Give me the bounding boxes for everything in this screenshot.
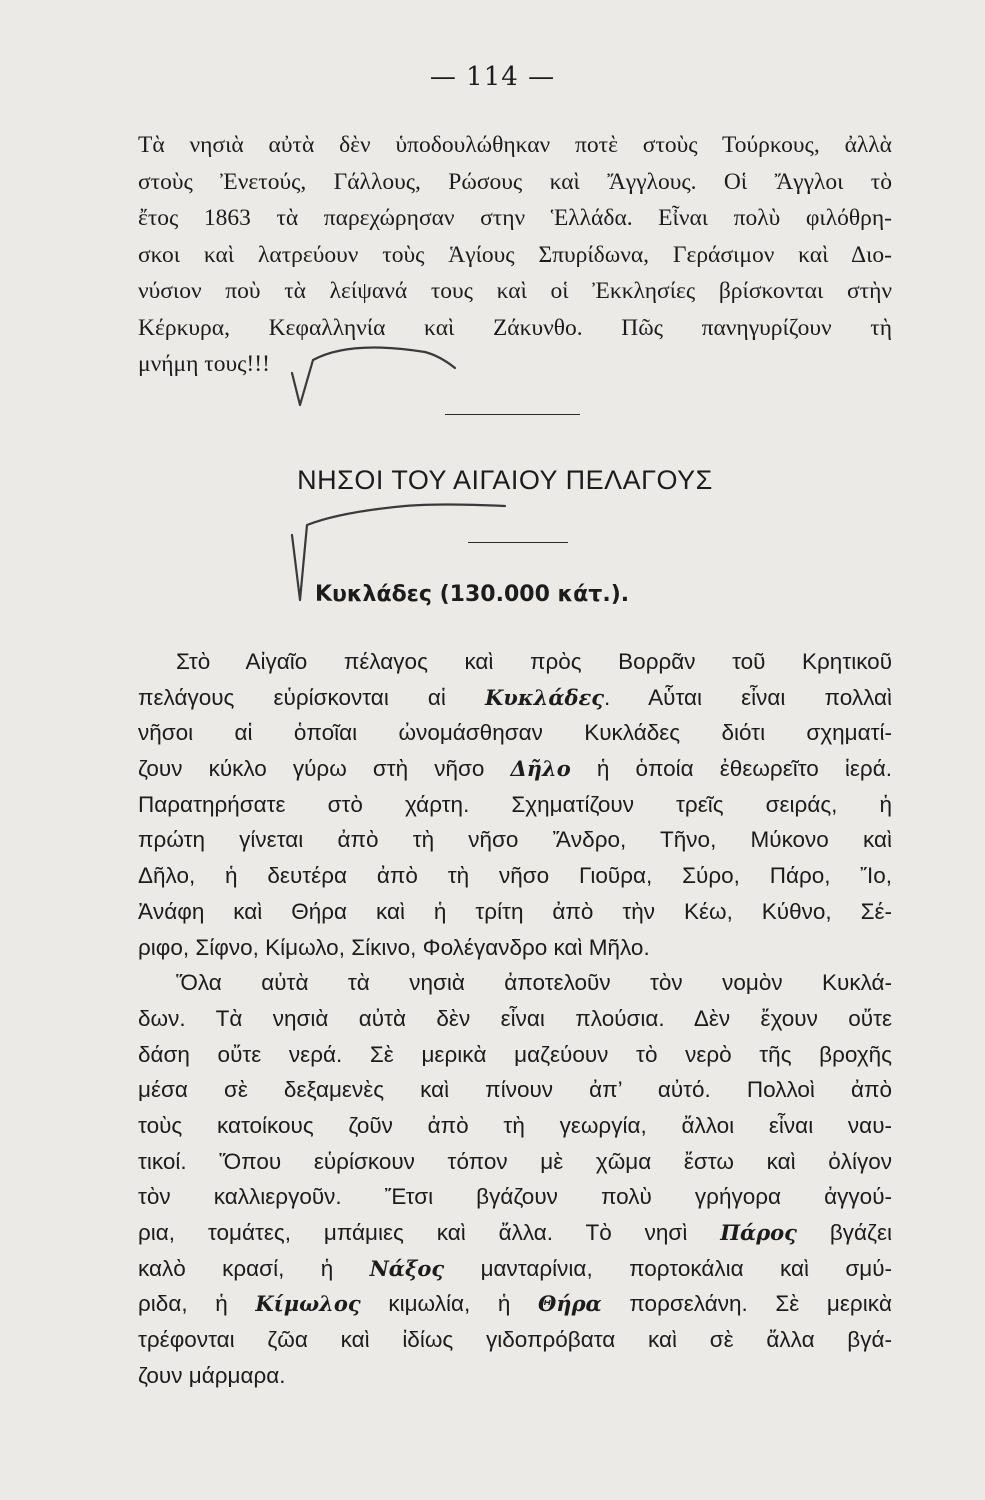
emphasis-naxos: Νάξος [369,1255,445,1281]
text-line: Στὸ Αἰγαῖο πέλαγος καὶ πρὸς Βορρᾶν τοῦ Κρητικοῦ [176,649,892,674]
text-line [138,751,892,787]
text-line: Δῆλο, ἡ δευτέρα ἀπὸ τὴ νῆσο Γιοῦρα, Σύρο, Πάρο, Ἴο, [138,863,892,889]
emphasis-cyclades: Κυκλάδες [485,684,605,710]
text-run: μανταρίνια, πορτοκάλια καὶ σμύ- [444,1255,892,1281]
text-run: ζουν κύκλο γύρω στὴ νῆσο [138,756,511,782]
section-title: ΝΗΣΟΙ ΤΟΥ ΑΙΓΑΙΟΥ ΠΕΛΑΓΟΥΣ [297,465,713,495]
text-run: πορσελάνη. Σὲ μερικὰ [601,1291,892,1317]
text-run: ρια, τομάτες, μπάμιες καὶ ἄλλα. Τὸ νησὶ [138,1220,721,1245]
text-run: βγάζει [796,1220,892,1245]
text-line: ζουν μάρμαρα. [138,1362,286,1388]
subsection-title: Κυκλάδες (130.000 κάτ.). [315,582,630,607]
text-line: μέσα σὲ δεξαμενὲς καὶ πίνουν ἀπ’ αὐτό. Πολλοὶ ἀπὸ [138,1077,892,1103]
text-line: στοὺς Ἐνετούς, Γάλλους, Ρώσους καὶ Ἄγγλους. Οἱ Ἄγγλοι τὸ [138,168,892,195]
text-line: ριφο, Σίφνο, Κίμωλο, Σίκινο, Φολέγανδρο καὶ Μῆλο. [138,934,650,960]
text-line [138,1251,892,1287]
emphasis-thira: Θήρα [538,1291,602,1317]
text-line: Τὰ νησιὰ αὐτὰ δὲν ὑποδουλώθηκαν ποτὲ στοὺς Τούρκους, ἀλλὰ [138,132,892,158]
text-line: δάση οὔτε νερά. Σὲ μερικὰ μαζεύουν τὸ νερὸ τῆς βροχῆς [138,1041,892,1067]
separator-rule [468,542,568,543]
page-number: — 114 — [429,62,556,92]
text-run: κιμωλία, ἡ [360,1291,539,1317]
text-line [138,680,892,716]
text-run: πελάγους εὑρίσκονται αἱ [138,684,486,710]
text-line: Κέρκυρα, Κεφαλληνία καὶ Ζάκυνθο. Πῶς πανηγυρίζουν τὴ [138,314,892,341]
text-line: ἔτος 1863 τὰ παρεχώρησαν στην Ἑλλάδα. Εἶναι πολὺ φιλόθρη- [138,205,892,231]
text-run: καλὸ κρασί, ἡ [138,1255,370,1281]
separator-rule [445,414,580,415]
text-line [138,1286,892,1322]
text-line: Ἀνάφη καὶ Θήρα καὶ ἡ τρίτη ἀπὸ τὴν Κέω, Κύθνο, Σέ- [138,898,892,924]
text-line: Παρατηρήσατε στὸ χάρτη. Σχηματίζουν τρεῖς σειράς, ἡ [138,791,892,817]
text-line: σκοι καὶ λατρεύουν τοὺς Ἁγίους Σπυρίδωνα, Γεράσιμον καὶ Διο- [138,241,892,268]
text-line [138,1215,892,1251]
text-line: πρώτη γίνεται ἀπὸ τὴ νῆσο Ἄνδρο, Τῆνο, Μύκονο καὶ [138,827,892,853]
text-line: τοὺς κατοίκους ζοῦν ἀπὸ τὴ γεωργία, ἄλλοι εἶναι ναυ- [138,1112,892,1138]
text-line: τρέφονται ζῶα καὶ ἰδίως γιδοπρόβατα καὶ σὲ ἄλλα βγά- [138,1327,892,1353]
text-line: Ὅλα αὐτὰ τὰ νησιὰ ἀποτελοῦν τὸν νομὸν Κυκλά- [176,970,892,996]
emphasis-delos: Δῆλο [510,756,571,782]
emphasis-kimolos: Κίμωλος [255,1291,361,1317]
intro-paragraph [138,127,892,383]
text-line: μνήμη τους!!! [138,351,270,377]
text-line: νῆσοι αἱ ὁποῖαι ὠνομάσθησαν Κυκλάδες διότι σχηματί- [138,720,892,746]
emphasis-paros: Πάρος [720,1220,797,1245]
text-line: τικοί. Ὅπου εὑρίσκουν τόπον μὲ χῶμα ἔστω καὶ ὀλίγον [138,1148,892,1174]
text-line: δων. Τὰ νησιὰ αὐτὰ δὲν εἶναι πλούσια. Δὲν ἔχουν οὔτε [138,1005,892,1031]
cyclades-paragraph [138,644,892,1393]
text-line: τὸν καλλιεργοῦν. Ἔτσι βγάζουν πολὺ γρήγορα ἀγγού- [138,1184,892,1210]
text-line: νύσιον ποὺ τὰ λείψανά τους καὶ οἱ Ἐκκλησίες βρίσκονται στὴν [138,278,892,304]
text-run: ριδα, ἡ [138,1291,256,1317]
text-run: . Αὗται εἶναι πολλαὶ [604,684,892,710]
text-run: ἡ ὁποία ἐθεωρεῖτο ἱερά. [570,756,892,782]
